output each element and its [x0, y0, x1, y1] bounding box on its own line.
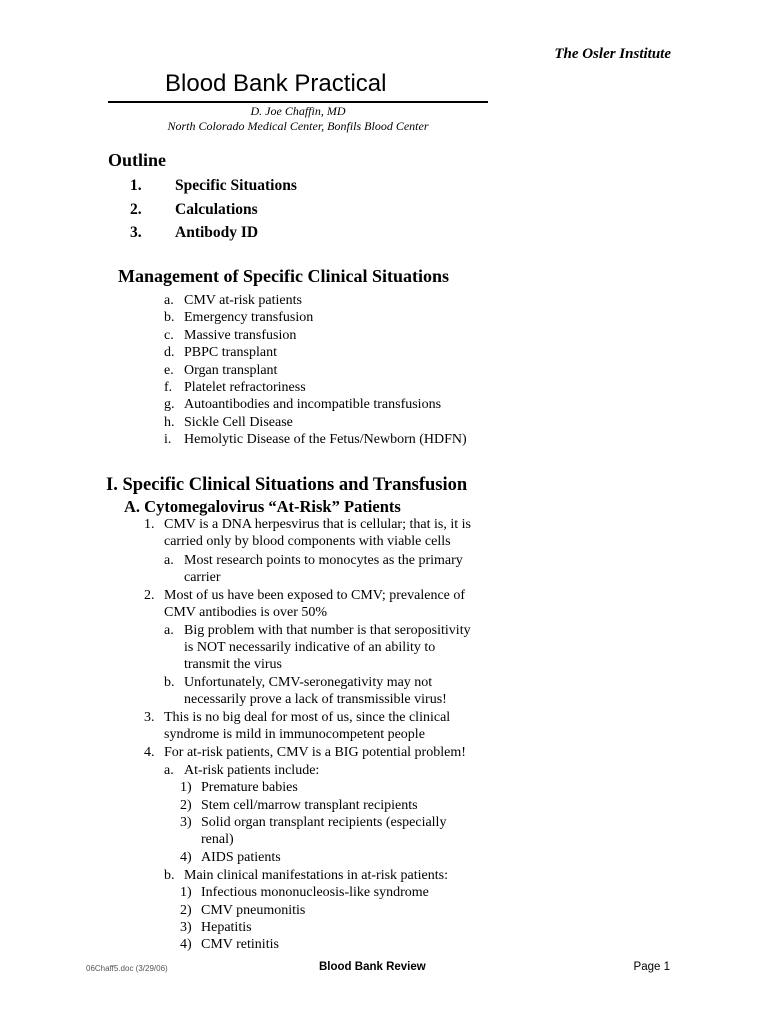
body-line: transmit the virus — [184, 657, 282, 672]
body-line: This is no big deal for most of us, since the clinical — [164, 710, 451, 725]
author-affiliation: North Colorado Medical Center, Bonfils Blood Center — [167, 119, 429, 133]
document-title: Blood Bank Practical — [165, 70, 387, 97]
item-letter: f. — [164, 379, 173, 395]
institute-name: The Osler Institute — [554, 46, 671, 62]
body-line: carried only by blood components with viable cells — [164, 534, 451, 549]
body-line: carrier — [184, 570, 221, 585]
item-letter: d. — [164, 345, 175, 361]
page-number: Page 1 — [633, 961, 670, 973]
subsection-heading: A. Cytomegalovirus “At-Risk” Patients — [124, 497, 401, 516]
outline-item-text: Antibody ID — [175, 224, 259, 241]
list-marker: 2) — [180, 798, 192, 813]
item-letter: i. — [164, 432, 172, 448]
list-marker: 4. — [144, 745, 155, 760]
list-marker: 4) — [180, 937, 192, 952]
author-name: D. Joe Chaffin, MD — [250, 104, 346, 118]
body-line: Premature babies — [201, 780, 298, 795]
outline-item-text: Calculations — [175, 200, 258, 218]
list-marker: b. — [164, 868, 175, 883]
body-line: Hepatitis — [201, 920, 252, 935]
list-marker: 1) — [180, 885, 192, 900]
body-line: For at-risk patients, CMV is a BIG potential problem! — [164, 745, 466, 760]
outline-item-text: Specific Situations — [175, 177, 297, 194]
list-marker: 1. — [144, 517, 155, 532]
item-text: Hemolytic Disease of the Fetus/Newborn (HDFN) — [184, 432, 467, 448]
body-line: syndrome is mild in immunocompetent people — [164, 727, 425, 742]
list-marker: a. — [164, 623, 174, 638]
item-text: Autoantibodies and incompatible transfusions — [184, 397, 442, 413]
item-letter: c. — [164, 327, 174, 343]
item-text: Organ transplant — [184, 362, 278, 378]
body-line: AIDS patients — [201, 850, 281, 865]
title-rule — [108, 101, 488, 103]
body-line: Infectious mononucleosis-like syndrome — [201, 885, 429, 900]
section-heading: I. Specific Clinical Situations and Transfusion — [106, 475, 468, 495]
body-line: Main clinical manifestations in at-risk patients: — [184, 868, 448, 883]
item-text: Sickle Cell Disease — [184, 414, 293, 430]
item-text: CMV at-risk patients — [184, 293, 302, 308]
item-text: Platelet refractoriness — [184, 379, 306, 395]
management-heading: Management of Specific Clinical Situations — [118, 266, 449, 286]
body-line: renal) — [201, 832, 234, 847]
item-text: Massive transfusion — [184, 327, 297, 343]
body-line: CMV is a DNA herpesvirus that is cellular; that is, it is — [164, 517, 471, 532]
body-line: Big problem with that number is that seropositivity — [184, 623, 471, 638]
outline-heading: Outline — [108, 150, 167, 170]
outline-item-number: 1. — [130, 177, 142, 194]
list-marker: 3) — [180, 920, 192, 935]
outline-item-number: 3. — [130, 224, 142, 241]
list-marker: b. — [164, 675, 175, 690]
body-line: CMV retinitis — [201, 937, 279, 952]
body-line: Solid organ transplant recipients (especially — [201, 815, 447, 830]
list-marker: a. — [164, 553, 174, 568]
author-block — [108, 104, 488, 134]
body-line: Most of us have been exposed to CMV; prevalence of — [164, 588, 466, 603]
item-text: Emergency transfusion — [184, 310, 314, 326]
item-letter: b. — [164, 310, 175, 326]
list-marker: 4) — [180, 850, 192, 865]
item-letter: e. — [164, 362, 174, 378]
body-line: necessarily prove a lack of transmissible virus! — [184, 692, 447, 707]
item-letter: a. — [164, 293, 174, 308]
body-line: Most research points to monocytes as the primary — [184, 553, 463, 568]
body-line: At-risk patients include: — [184, 763, 320, 778]
body-line: is NOT necessarily indicative of an ability to — [184, 640, 436, 655]
item-letter: h. — [164, 414, 175, 430]
outline-item-number: 2. — [130, 200, 142, 218]
footer-title: Blood Bank Review — [319, 961, 426, 973]
list-marker: 2. — [144, 588, 155, 603]
item-letter: g. — [164, 397, 175, 413]
list-marker: a. — [164, 763, 174, 778]
list-marker: 2) — [180, 903, 192, 918]
list-marker: 3. — [144, 710, 155, 725]
body-line: CMV pneumonitis — [201, 903, 306, 918]
list-marker: 3) — [180, 815, 192, 830]
list-marker: 1) — [180, 780, 192, 795]
footer-filename: 06Chaff5.doc (3/29/06) — [86, 964, 168, 973]
body-line: CMV antibodies is over 50% — [164, 605, 328, 620]
item-text: PBPC transplant — [184, 345, 277, 361]
body-line: Unfortunately, CMV-seronegativity may not — [184, 675, 433, 690]
body-line: Stem cell/marrow transplant recipients — [201, 798, 418, 813]
